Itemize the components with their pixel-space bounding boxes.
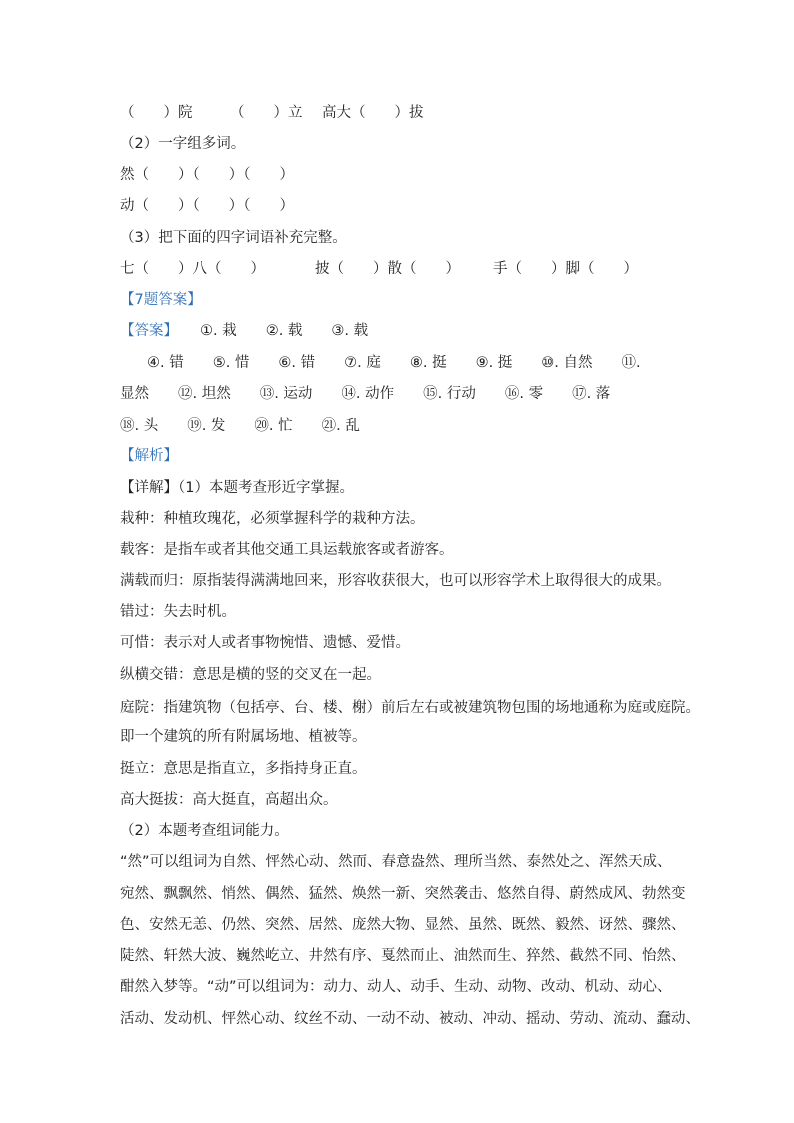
blank-item: 披（ ）散（ ） [315, 261, 460, 277]
text-line: 酣然入梦等。“动”可以组词为：动力、动人、动手、生动、动物、改动、机动、动心、 [120, 979, 672, 995]
blank-item: 七（ ）八（ ） [120, 261, 265, 277]
text-line: （2）本题考查组词能力。 [120, 823, 289, 839]
text-line: 可惜：表示对人或者事物惋惜、遗憾、爱惜。 [120, 635, 410, 651]
text-line: 栽种：种植玫瑰花，必须掌握科学的栽种方法。 [120, 511, 425, 527]
text-line: （2）一字组多词。 [120, 136, 246, 152]
text-line: 显然 ⑫. 坦然 ⑬. 运动 ⑭. 动作 ⑮. 行动 ⑯. 零 ⑰. 落 [120, 386, 611, 402]
text-line: 错过：失去时机。 [120, 604, 236, 620]
text-line: 载客：是指车或者其他交通工具运载旅客或者游客。 [120, 542, 454, 558]
text-line: 高大挺拔：高大挺直，高超出众。 [120, 792, 338, 808]
analysis-heading: 【解析】 [120, 448, 178, 464]
answer-label: 【答案】 [120, 323, 178, 339]
text-line: 宛然、飘飘然、悄然、偶然、猛然、焕然一新、突然袭击、悠然自得、蔚然成风、勃然变 [120, 886, 686, 902]
text-line: 即一个建筑的所有附属场地、植被等。 [120, 729, 367, 745]
text-line: 【详解】（1）本题考查形近字掌握。 [120, 480, 354, 496]
text-line: 色、安然无恙、仍然、突然、居然、庞然大物、显然、虽然、既然、毅然、讶然、骤然、 [120, 917, 686, 933]
text-line: ⑱. 头 ⑲. 发 ⑳. 忙 ㉑. 乱 [120, 418, 360, 434]
text-line: 满载而归：原指装得满满地回来，形容收获很大，也可以形容学术上取得很大的成果。 [120, 573, 671, 589]
text-line: ④. 错 ⑤. 惜 ⑥. 错 ⑦. 庭 ⑧. 挺 ⑨. 挺 ⑩. 自然 ⑪. [147, 355, 641, 371]
answer-line [120, 321, 680, 341]
answer-items: ①. 栽 ②. 载 ③. 载 [200, 323, 369, 339]
line-blanks-1 [120, 103, 680, 123]
text-line: “然”可以组词为自然、怦然心动、然而、春意盎然、理所当然、泰然处之、浑然天成、 [120, 854, 672, 870]
text-line: 动（ ）（ ）（ ） [120, 198, 294, 214]
answer-heading: 【7题答案】 [120, 292, 202, 308]
blank-item: （ ）院 [120, 105, 193, 121]
text-line: 纵横交错：意思是横的竖的交叉在一起。 [120, 667, 381, 683]
text-line: 挺立：意思是指直立，多指持身正直。 [120, 761, 367, 777]
text-line: （3）把下面的四字词语补充完整。 [120, 230, 347, 246]
line-blanks-2 [120, 259, 680, 279]
text-line: 陡然、轩然大波、巍然屹立、井然有序、戛然而止、油然而生、猝然、截然不同、怡然、 [120, 948, 686, 964]
text-line: 活动、发动机、怦然心动、纹丝不动、一动不动、被动、冲动、摇动、劳动、流动、蠢动、 [120, 1011, 700, 1027]
text-line: 庭院：指建筑物（包括亭、台、楼、榭）前后左右或被建筑物包围的场地通称为庭或庭院。 [120, 700, 700, 716]
blank-item: （ ）立 [230, 105, 303, 121]
blank-item: 高大（ ）拔 [322, 105, 424, 121]
blank-item: 手（ ）脚（ ） [493, 261, 638, 277]
text-line: 然（ ）（ ）（ ） [120, 167, 294, 183]
